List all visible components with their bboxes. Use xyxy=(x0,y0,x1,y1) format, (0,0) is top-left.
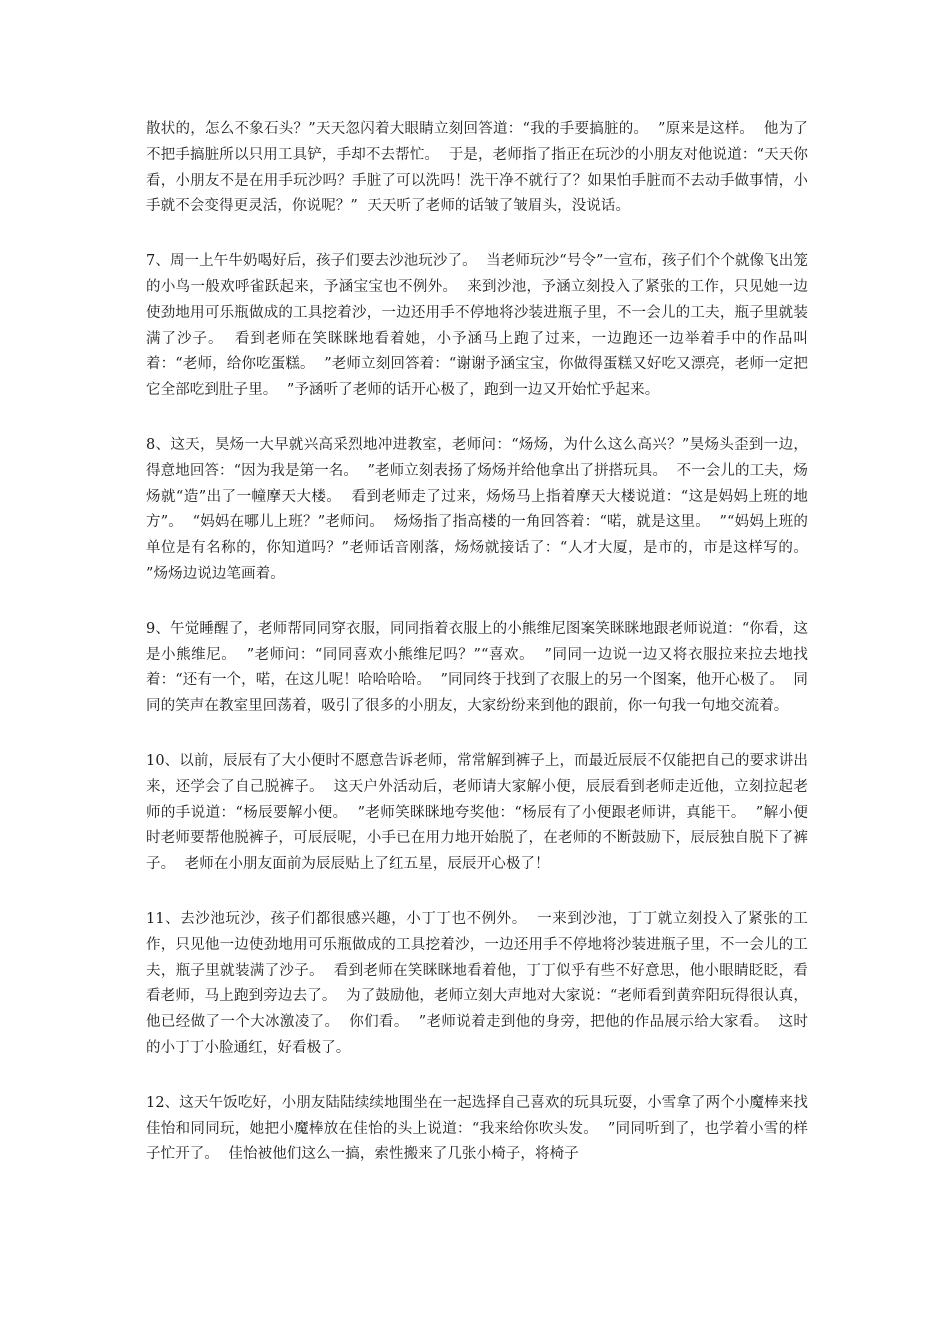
paragraph-item-10: 10、以前，辰辰有了大小便时不愿意告诉老师，常常解到裤子上，而最近辰辰不仅能把自己的要求讲出来，还学会了自己脱裤子。 这天户外活动后，老师请大家解小便，辰辰看到老师走近他，立刻拉起老师的手说道：“杨辰要解小便。 ”老师笑眯眯地夸奖他：“杨辰有了小便跟老师讲，真能干。 ”解小便时老师要帮他脱裤子，可辰辰呢，小手已在用力地开始脱了，在老师的不断鼓励下，辰辰独自脱下了裤子。 老师在小朋友面前为辰辰贴上了红五星，辰辰开心极了！ xyxy=(146,752,808,873)
paragraph-item-9: 9、午觉睡醒了，老师帮同同穿衣服，同同指着衣服上的小熊维尼图案笑眯眯地跟老师说道：“你看，这是小熊维尼。 ”老师问：“同同喜欢小熊维尼吗？”“喜欢。 ”同同一边说一边又将衣服拉来拉去地找着：“还有一个，喏，在这儿呢！哈哈哈哈。 ”同同终于找到了衣服上的另一个图案，他开心极了。 同同的笑声在教室里回荡着，吸引了很多的小朋友，大家纷纷来到他的跟前，你一句我一句地交流着。 xyxy=(146,620,808,715)
paragraph-item-11: 11、去沙池玩沙，孩子们都很感兴趣，小丁丁也不例外。 一来到沙池，丁丁就立刻投入了紧张的工作，只见他一边使劲地用可乐瓶做成的工具挖着沙，一边还用手不停地将沙装进瓶子里，不一会儿的工夫，瓶子里就装满了沙子。 看到老师在笑眯眯地看着他，丁丁似乎有些不好意思，他小眼睛眨眨，看看老师，马上跑到旁边去了。 为了鼓励他，老师立刻大声地对大家说：“老师看到黄弈阳玩得很认真，他已经做了一个大冰激凌了。 你们看。 ”老师说着走到他的身旁，把他的作品展示给大家看。 这时的小丁丁小脸通红，好看极了。 xyxy=(146,910,808,1056)
paragraph-item-8: 8、这天，昊炀一大早就兴高采烈地冲进教室，老师问：“炀炀，为什么这么高兴？”昊炀头歪到一边，得意地回答：“因为我是第一名。 ”老师立刻表扬了炀炀并给他拿出了拼搭玩具。 不一会儿的工夫，炀炀就“造”出了一幢摩天大楼。 看到老师走了过来，炀炀马上指着摩天大楼说道：“这是妈妈上班的地方”。 “妈妈在哪儿上班？”老师问。 炀炀指了指高楼的一角回答着：“喏，就是这里。 ”“妈妈上班的单位是有名称的，你知道吗？”老师话音刚落，炀炀就接话了：“人才大厦，是市的，市是这样写的。 ”炀炀边说边笔画着。 xyxy=(146,436,818,582)
document-body xyxy=(146,117,818,1197)
paragraph-continued: 散状的，怎么不象石头？”天天忽闪着大眼睛立刻回答道：“我的手要搞脏的。 ”原来是这样。 他为了不把手搞脏所以只用工具铲，手却不去帮忙。 于是，老师指了指正在玩沙的小朋友对他说道：“天天你看，小朋友不是在用手玩沙吗？手脏了可以洗吗！洗干净不就行了？如果怕手脏而不去动手做事情，小手就不会变得更灵活，你说呢？” 天天听了老师的话皱了皱眉头，没说话。 xyxy=(146,121,808,215)
paragraph-item-7: 7、周一上午牛奶喝好后，孩子们要去沙池玩沙了。 当老师玩沙“号令”一宣布，孩子们个个就像飞出笼的小鸟一般欢呼雀跃起来，予涵宝宝也不例外。 来到沙池，予涵立刻投入了紧张的工作，只见她一边使劲地用可乐瓶做成的工具挖着沙，一边还用手不停地将沙装进瓶子里，不一会儿的工夫，瓶子里就装满了沙子。 看到老师在笑眯眯地看着她，小予涵马上跑了过来，一边跑还一边举着手中的作品叫着：“老师，给你吃蛋糕。 ”老师立刻回答着：“谢谢予涵宝宝，你做得蛋糕又好吃又漂亮，老师一定把它全部吃到肚子里。 ”予涵听了老师的话开心极了，跑到一边又开始忙乎起来。 xyxy=(146,253,808,399)
paragraph-item-12: 12、这天午饭吃好，小朋友陆陆续续地围坐在一起选择自己喜欢的玩具玩耍，小雪拿了两个小魔棒来找佳怡和同同玩，她把小魔棒放在佳怡的头上说道：“我来给你吹头发。 ”同同听到了，也学着小雪的样子忙开了。 佳怡被他们这么一搞，索性搬来了几张小椅子，将椅子 xyxy=(146,1094,808,1163)
